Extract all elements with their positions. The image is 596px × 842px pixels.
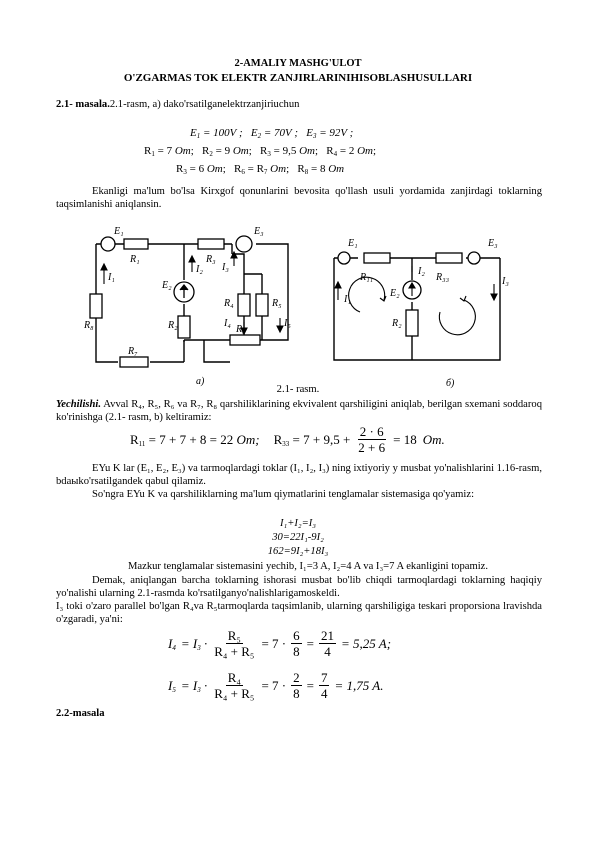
- svg-text:R₃: R₃: [206, 254, 216, 265]
- equation-system-3: 162=9I₂+18I₃: [267, 546, 329, 557]
- svg-text:R₅: R₅: [272, 298, 282, 309]
- svg-text:R₈: R₈: [84, 320, 94, 331]
- figure-a-label: a): [196, 376, 205, 387]
- svg-text:R₂: R₂: [168, 320, 178, 331]
- svg-text:R₂: R₂: [392, 318, 402, 329]
- svg-text:I₃: I₃: [502, 276, 509, 287]
- svg-text:I₁: I₁: [108, 272, 115, 283]
- figure-b-label: б): [446, 378, 455, 389]
- svg-text:R₃₃: R₃₃: [436, 272, 450, 283]
- resistor-r2: [178, 316, 190, 338]
- resistor-r1: [124, 239, 148, 249]
- svg-text:E₂: E₂: [162, 280, 172, 291]
- solution-label: Yechilishi.: [56, 399, 102, 410]
- resistor-r8: [90, 294, 102, 318]
- resistor-r11: [364, 253, 390, 263]
- next-problem-label: 2.2-masala: [56, 708, 105, 719]
- resistor-r5: [256, 294, 268, 316]
- source-e1b: [338, 252, 350, 264]
- page-title: 2-AMALIY MASHG'ULOT: [234, 58, 362, 69]
- resistor-r33: [436, 253, 462, 263]
- source-e3b: [468, 252, 480, 264]
- svg-text:R₇: R₇: [128, 346, 138, 357]
- given-res-2: $R_3 = 6$ Om; $R_6 = R_7$ Om; $R_8 = 8$ Om: [176, 163, 345, 176]
- solution-p3: So'ngra EYu K va qarshiliklarning ma'lum qiymatlarini tenglamalar sistemasiga qo'yamiz:: [92, 489, 475, 500]
- svg-text:E₁: E₁: [114, 226, 124, 237]
- svg-text:E₃: E₃: [254, 226, 264, 237]
- problem-label: 2.1- masala.: [56, 99, 110, 110]
- svg-text:I₄: I₄: [224, 318, 231, 329]
- equation-i4: $I_4$ = $I_3$ · $\frac{\text{R₅}}{\text{R₄ + R₅}}$ = 7 · $\frac{6}{8}$ = $\frac{21}{4}$ = 5,25 A;: [168, 628, 392, 659]
- solution-p4: Mazkur tenglamalar sistemasini yechib, I₁=3 A, I₂=4 A va I₃=7 A ekanligini topamiz.: [128, 561, 488, 572]
- svg-text:I₂: I₂: [196, 264, 203, 275]
- given-emf: $E_1 = 100V$ ; $E_2 = 70V$ ; $E_3 = 92V$ ;: [190, 127, 354, 140]
- resistor-r6: [230, 335, 260, 345]
- problem-intro: [56, 99, 299, 110]
- source-e3: [236, 236, 252, 252]
- svg-text:R₄: R₄: [224, 298, 234, 309]
- svg-text:I₁: I₁: [344, 294, 351, 305]
- fraction-r33: $\frac{2 \cdot 6}{2 + 6}$: [358, 424, 386, 455]
- svg-text:E₁: E₁: [348, 238, 358, 249]
- page-subtitle: O'ZGARMAS TOK ELEKTR ZANJIRLARINIHISOBLASHUSULLARI: [123, 72, 473, 84]
- svg-text:E₂: E₂: [390, 288, 400, 299]
- solution-p5: Demak, aniqlangan barcha toklarning ishorasi musbat bo'lib chiqdi tarmoqlardagi toklarning haqiqiy yo'nalishi ularning 2.1-rasmda ko'rsatilganyo'nalishlarigamoskeldi.: [56, 575, 542, 599]
- equation-system-2: 30=22I₁-9I₂: [272, 532, 324, 543]
- svg-text:I₅: I₅: [284, 318, 291, 329]
- solution-p1: Yechilishi. Avval R₄, R₅, R₆ va R₇, R₈ qarshiliklarining ekvivalent qarshiligini aniqlab, berilgan sxemani soddaroq ko'rinishga (2.1- rasm, b) keltiramiz:: [56, 399, 542, 423]
- resistor-r3: [198, 239, 224, 249]
- resistor-r7: [120, 357, 148, 367]
- equation-system-1: I₁+I₂=I₃: [280, 518, 316, 529]
- solution-p2: EYu K lar (E₁, E₂, E₃) va tarmoqlardagi toklar (I₁, I₂, I₃) ning ixtiyoriy y musbat yo'nalishlarini 1.16-rasm, bdaыko'rsatilgandek qabul qilamiz.: [56, 463, 542, 487]
- resistor-r4: [238, 294, 250, 316]
- given-res-1: $R_1 = 7$ Om; $R_2 = 9$ Om; $R_3 = 9,5$ Om; $R_4 = 2$ Om;: [144, 145, 377, 158]
- figure-caption: 2.1- rasm.: [276, 384, 320, 395]
- problem-intro-text: 2.1-rasm, a) dako'rsatilganelektrzanjiriuchun: [109, 99, 300, 110]
- svg-text:R₁: R₁: [130, 254, 140, 265]
- circuit-b: [324, 222, 524, 392]
- circuit-a: [84, 222, 304, 392]
- svg-text:R₁₁: R₁₁: [360, 272, 374, 283]
- source-e1: [101, 237, 115, 251]
- solution-p6: I₃ toki o'zaro parallel bo'lgan R₄va R₅tarmoqlarda taqsimlanib, ularning qarshiligiga teskari proporsiona lravishda o'zgaradi, ya'ni:: [56, 601, 542, 625]
- svg-text:I₂: I₂: [418, 266, 425, 277]
- svg-text:I₃: I₃: [222, 262, 229, 273]
- equation-i5: $I_5$ = $I_3$ · $\frac{\text{R₄}}{\text{R₄ + R₅}}$ = 7 · $\frac{2}{8}$ = $\frac{7}{4}$ = 1,75 A.: [168, 670, 384, 701]
- svg-text:R₆: R₆: [236, 324, 246, 335]
- resistor-r2b: [406, 310, 418, 336]
- equation-r11-r33: $R_{11} = 7 + 7 + 8 = 22$ Om; $R_{33} = 7 + 9,5$ + $\frac{2 \cdot 6}{2 + 6}$ = 18 Om.: [130, 424, 445, 455]
- task-text: Ekanligi ma'lum bo'lsa Kirxgof qonunlarini bevosita qo'llash usuli yordamida zanjirdagi toklarning taqsimlanishi aniqlansin.: [56, 186, 542, 210]
- svg-text:E₃: E₃: [488, 238, 498, 249]
